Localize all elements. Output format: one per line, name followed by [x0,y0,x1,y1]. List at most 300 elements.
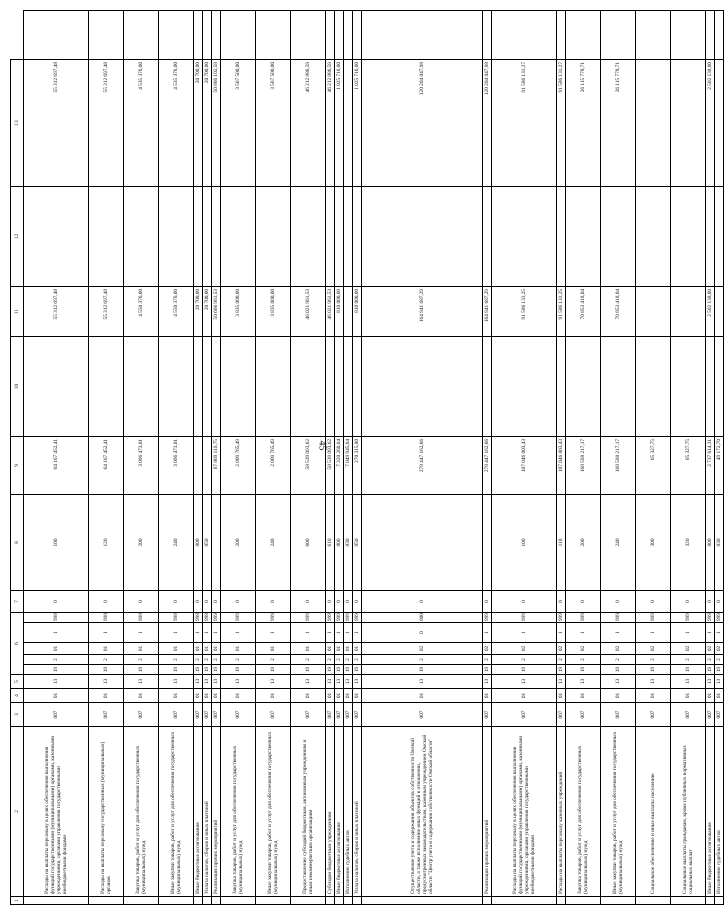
table-row [203,11,212,905]
row-grbs-code: 007 [671,703,706,727]
row-target-code-part: 0 [159,590,194,612]
col-header: 2 [11,727,24,897]
row-value-col9 [335,336,344,436]
row-target-code-part: 1 [124,623,159,643]
row-target-code-part: 0 [24,590,89,612]
row-subsection-code: 13 [557,675,566,689]
row-value-col10: 20 700,00 [203,286,212,336]
row-value-col10 [715,286,724,336]
row-value-col11 [203,186,212,286]
row-target-code-part: 2 [335,655,344,665]
row-name: Расходы на выплаты персоналу в целях обеспечения выполнения функций государственными (муниципальными) органами, казенными учреждениями, органами управления государственными внебюджетными фондами [492,727,557,897]
row-value-col11 [221,186,256,286]
row-section-code: 01 [212,689,221,703]
row-grbs-code: 007 [335,703,344,727]
row-target-code-part: 1 [24,623,89,643]
row-first-cell [353,897,362,905]
row-grbs-code: 007 [483,703,492,727]
table-row [89,11,124,905]
row-value-col11 [212,186,221,286]
row-value-col10: 810 000,00 [335,286,344,336]
row-first-cell [557,897,566,905]
row-target-code-part: 999 [345,613,351,621]
row-name: Расходы на выплаты персоналу казенных учреждений [557,727,566,897]
row-target-code-part: 2 [212,655,221,665]
row-target-code-part: 0 [344,590,353,612]
row-subsection-code: 13 [353,675,362,689]
row-value-col13 [221,11,256,60]
row-value-col13 [335,11,344,60]
row-value-col12: 1 025 716,00 [353,59,362,186]
row-target-code-part: 19 [203,665,212,675]
row-subsection-code: 13 [362,675,483,689]
table-row [715,11,724,905]
row-target-code-part: 999 [354,613,360,621]
row-value-col11 [344,186,353,286]
row-target-code-part: 999 [601,612,636,622]
row-target-code-part: 19 [221,665,256,675]
row-value-col8: 64 167 452,41 [89,436,124,494]
row-first-cell [203,897,212,905]
row-section-code: 01 [483,689,492,703]
row-name: Предоставление субсидий бюджетным, автономным учреждениям и иным некоммерческим организациям [291,727,326,897]
row-target-code-part: 02 [706,643,715,655]
row-expense-type: 800 [706,494,715,590]
row-target-code-part: 2 [326,655,335,665]
row-target-code-part: 0 [256,590,291,612]
row-first-cell [492,897,557,905]
row-value-col10 [671,286,706,336]
col-header: 12 [11,186,24,286]
col-header: 7 [11,590,24,612]
row-first-cell [566,897,601,905]
row-value-col10: 55 312 697,48 [24,286,89,336]
row-target-code-part: 1 [353,623,362,643]
row-name: Иные бюджетные ассигнования [335,727,344,897]
row-target-code-part: 02 [566,643,601,655]
table-row [344,11,353,905]
row-value-col13 [362,11,483,60]
row-name: Расходы на выплаты персоналу государственных (муниципальных) органов [89,727,124,897]
row-grbs-code: 007 [221,703,256,727]
row-target-code-part: 999 [336,613,342,621]
table-row [159,11,194,905]
row-value-col9 [256,336,291,436]
row-target-code-part: 02 [483,643,492,655]
row-subsection-code: 13 [636,675,671,689]
row-target-code-part: 999 [327,613,333,621]
row-value-col12: 3 567 500,00 [256,59,291,186]
row-value-col9 [24,336,89,436]
row-target-code-part: 0 [326,590,335,612]
row-value-col11 [483,186,492,286]
row-name: Исполнение судебных актов [344,727,353,897]
row-target-code-part: 1 [706,623,715,643]
row-target-code-part: 02 [362,643,483,655]
row-value-col10: 3 835 000,00 [256,286,291,336]
row-first-cell [24,897,89,905]
row-expense-type [362,494,483,590]
row-value-col9 [212,336,221,436]
row-value-col9 [557,336,566,436]
row-grbs-code: 007 [601,703,636,727]
row-target-code-part: 01 [159,643,194,655]
row-target-code-part: 1 [636,623,671,643]
row-value-col13 [636,11,671,60]
row-expense-type [483,494,492,590]
row-target-code-part: 01 [291,643,326,655]
row-value-col9 [221,336,256,436]
row-target-code-part: 1 [326,623,335,643]
row-target-code-part: 2 [291,655,326,665]
row-target-code-part: 19 [326,665,335,675]
table-row [483,11,492,905]
row-first-cell [159,897,194,905]
row-value-col12: 46 212 886,59 [291,59,326,186]
row-value-col8: 278 447 162,66 [362,436,483,494]
row-value-col10: 810 000,00 [353,286,362,336]
row-target-code-part: 19 [715,665,724,675]
row-value-col10: 2 502 138,00 [706,286,715,336]
row-target-code-part: 19 [557,665,566,675]
row-target-code-part: 0 [715,590,724,612]
row-target-code-part: 19 [483,665,492,675]
row-section-code: 01 [706,689,715,703]
row-name: Закупка товаров, работ и услуг для обеспечения государственных (муниципальных) нужд [221,727,256,897]
row-target-code-part: 1 [557,623,566,643]
row-target-code-part: 0 [566,590,601,612]
row-section-code: 01 [194,689,203,703]
row-value-col12: 26 115 778,71 [601,59,636,186]
row-target-code-part: 2 [715,655,724,665]
row-first-cell [124,897,159,905]
row-target-code-part: 999 [213,613,219,621]
row-target-code-part: 998 [204,613,210,621]
row-value-col9 [353,336,362,436]
table-row [326,11,335,905]
row-value-col11 [24,186,89,286]
row-value-col13 [492,11,557,60]
row-section-code: 01 [256,689,291,703]
row-value-col10: 4 550 376,00 [159,286,194,336]
row-target-code-part: 999 [484,613,490,621]
row-target-code-part: 01 [203,643,212,655]
row-grbs-code: 007 [194,703,203,727]
row-value-col13 [566,11,601,60]
row-value-col8: 278 447 162,66 [483,436,492,494]
row-value-col11 [291,186,326,286]
row-first-cell [636,897,671,905]
row-target-code-part: 19 [566,665,601,675]
col-header: 13 [11,59,24,186]
row-value-col8: 58 539 093,62 [326,436,335,494]
row-expense-type: 300 [636,494,671,590]
row-section-code: 01 [557,689,566,703]
row-value-col10: 91 586 131,25 [492,286,557,336]
table-row [492,11,557,905]
table-body [24,11,724,905]
row-target-code-part: 2 [89,655,124,665]
row-grbs-code: 007 [636,703,671,727]
row-value-col12 [344,59,353,186]
row-value-col11 [671,186,706,286]
header-row [11,11,24,905]
row-section-code: 01 [335,689,344,703]
row-grbs-code: 007 [557,703,566,727]
row-target-code-part: 19 [89,665,124,675]
row-target-code-part: 19 [256,665,291,675]
budget-table-sheet [10,10,722,905]
row-target-code-part: 19 [492,665,557,675]
row-value-col12: 91 586 131,27 [557,59,566,186]
row-name: Уплата налогов, сборов и иных платежей [353,727,362,897]
row-expense-type [212,494,221,590]
row-value-col8 [203,436,212,494]
row-grbs-code: 007 [353,703,362,727]
table-row [24,11,89,905]
row-grbs-code: 007 [291,703,326,727]
row-target-code-part: 0 [212,590,221,612]
table-row [362,11,483,905]
row-value-col10: 20 700,00 [194,286,203,336]
row-subsection-code: 13 [715,675,724,689]
row-target-code-part: 0 [492,590,557,612]
row-target-code-part: 19 [24,665,89,675]
row-target-code-part: 999 [492,612,557,622]
row-name: Иные закупки товаров, работ и услуг для обеспечения государственных (муниципальных) нужд [256,727,291,897]
row-section-code: 01 [566,689,601,703]
col-header: 4 [11,689,24,703]
row-value-col12: 46 212 886,59 [326,59,335,186]
row-subsection-code: 13 [671,675,706,689]
row-grbs-code: 007 [326,703,335,727]
row-value-col11 [601,186,636,286]
row-value-col9 [291,336,326,436]
row-target-code-part: 2 [566,655,601,665]
row-subsection-code: 13 [194,675,203,689]
row-target-code-part: 2 [492,655,557,665]
row-section-code: 01 [344,689,353,703]
row-target-code-part: 999 [707,613,713,621]
row-value-col12: 91 586 131,27 [492,59,557,186]
row-subsection-code: 13 [601,675,636,689]
row-target-code-part: 01 [24,643,89,655]
row-value-col8: 7 049 945,64 [344,436,353,494]
row-value-col11 [706,186,715,286]
row-value-col9 [203,336,212,436]
row-target-code-part: 999 [558,613,564,621]
col-header: 5 [11,675,24,689]
row-target-code-part: 2 [706,655,715,665]
row-value-col8: 3 096 473,01 [159,436,194,494]
row-value-col10: 46 021 961,53 [326,286,335,336]
row-value-col13 [344,11,353,60]
row-subsection-code: 13 [203,675,212,689]
row-first-cell [212,897,221,905]
col-header: 10 [11,336,24,436]
row-value-col8: 3 096 473,01 [124,436,159,494]
row-value-col8: 65 327,75 [636,436,671,494]
row-target-code-part: 998 [24,612,89,622]
row-value-col12: 55 312 697,48 [89,59,124,186]
row-target-code-part: 2 [203,655,212,665]
row-value-col10: 55 312 697,48 [89,286,124,336]
row-value-col9 [194,336,203,436]
row-target-code-part: 1 [671,623,706,643]
row-value-col13 [194,11,203,60]
row-value-col12: 20 700,00 [203,59,212,186]
row-value-col8: 2 737 614,31 [706,436,715,494]
row-section-code: 01 [492,689,557,703]
row-target-code-part: 1 [203,623,212,643]
row-section-code: 01 [124,689,159,703]
row-target-code-part: 0 [706,590,715,612]
row-target-code-part: 1 [335,623,344,643]
row-value-col9 [89,336,124,436]
row-value-col8: 65 327,75 [671,436,706,494]
row-target-code-part: 19 [335,665,344,675]
row-section-code: 01 [715,689,724,703]
row-name: Субсидии бюджетным учреждениям [326,727,335,897]
row-subsection-code: 13 [256,675,291,689]
row-expense-type: 800 [335,494,344,590]
row-first-cell [706,897,715,905]
row-value-col8 [194,436,203,494]
row-target-code-part: 2 [353,655,362,665]
row-subsection-code: 13 [221,675,256,689]
row-value-col10 [636,286,671,336]
row-subsection-code: 13 [24,675,89,689]
row-target-code-part: 999 [566,612,601,622]
row-target-code-part: 01 [353,643,362,655]
row-name: Закупка товаров, работ и услуг для обеспечения государственных (муниципальных) нужд [124,727,159,897]
row-target-code-part: 19 [353,665,362,675]
row-grbs-code: 007 [124,703,159,727]
row-expense-type: 240 [256,494,291,590]
row-section-code: 01 [221,689,256,703]
row-value-col12: 20 700,00 [194,59,203,186]
row-target-code-part: 999 [291,612,326,622]
row-value-col10: 70 853 418,04 [601,286,636,336]
row-expense-type: 100 [24,494,89,590]
row-grbs-code: 007 [715,703,724,727]
row-target-code-part: 2 [671,655,706,665]
row-value-col9 [566,336,601,436]
row-target-code-part: 19 [159,665,194,675]
row-value-col8: 270 315,00 [353,436,362,494]
row-target-code-part: 02 [636,643,671,655]
row-value-col11 [159,186,194,286]
row-first-cell [89,897,124,905]
row-target-code-part: 998 [159,612,194,622]
row-value-col13 [557,11,566,60]
row-target-code-part: 998 [195,613,201,621]
row-value-col13 [256,11,291,60]
table-row [601,11,636,905]
row-first-cell [715,897,724,905]
row-value-col8: 107 046 003,43 [557,436,566,494]
row-value-col13 [159,11,194,60]
row-name: Иные бюджетные ассигнования [194,727,203,897]
col-header: 6 [11,612,24,674]
row-grbs-code: 007 [203,703,212,727]
row-target-code-part: 0 [291,590,326,612]
row-subsection-code: 13 [159,675,194,689]
row-target-code-part: 01 [344,643,353,655]
row-target-code-part: 02 [492,643,557,655]
row-value-col13 [124,11,159,60]
row-target-code-part: 19 [636,665,671,675]
row-target-code-part: 1 [601,623,636,643]
row-target-code-part: 2 [601,655,636,665]
row-expense-type: 800 [194,494,203,590]
row-value-col11 [566,186,601,286]
row-target-code-part: 19 [124,665,159,675]
row-target-code-part: 01 [221,643,256,655]
row-section-code: 01 [89,689,124,703]
row-target-code-part: 0 [671,590,706,612]
row-name: Реализация прочих мероприятий [212,727,221,897]
row-value-col13 [291,11,326,60]
row-target-code-part: 01 [124,643,159,655]
col-header: 1 [11,897,24,905]
row-value-col12 [636,59,671,186]
table-row [221,11,256,905]
row-target-code-part: 2 [636,655,671,665]
row-value-col8: 168 598 217,17 [601,436,636,494]
row-target-code-part: 2 [159,655,194,665]
row-first-cell [291,897,326,905]
row-value-col12: 26 115 778,71 [566,59,601,186]
row-target-code-part: 01 [326,643,335,655]
row-value-col8: 107 046 003,43 [492,436,557,494]
row-target-code-part: 1 [212,623,221,643]
row-target-code-part: 2 [221,655,256,665]
row-value-col13 [353,11,362,60]
row-target-code-part: 1 [221,623,256,643]
row-target-code-part: 0 [362,623,483,643]
row-value-col10: 50 666 961,53 [212,286,221,336]
row-target-code-part: 998 [89,612,124,622]
row-value-col13 [671,11,706,60]
row-section-code: 01 [362,689,483,703]
row-target-code-part: 02 [671,643,706,655]
row-value-col9 [601,336,636,436]
table-row [212,11,221,905]
row-expense-type: 100 [492,494,557,590]
row-value-col12 [671,59,706,186]
row-value-col13 [483,11,492,60]
row-target-code-part: 999 [716,613,722,621]
row-subsection-code: 13 [566,675,601,689]
row-first-cell [221,897,256,905]
row-target-code-part: 2 [194,655,203,665]
row-name: Социальное обеспечение и иные выплаты населению [636,727,671,897]
row-first-cell [326,897,335,905]
row-name: Уплата налогов, сборов и иных платежей [203,727,212,897]
row-grbs-code: 007 [492,703,557,727]
table-row [566,11,601,905]
row-target-code-part: 1 [291,623,326,643]
row-value-col9 [715,336,724,436]
row-grbs-code: 007 [566,703,601,727]
budget-table [10,10,724,905]
row-expense-type: 830 [344,494,353,590]
row-target-code-part: 19 [194,665,203,675]
row-target-code-part: 0 [483,590,492,612]
row-target-code-part: 2 [362,655,483,665]
row-subsection-code: 13 [483,675,492,689]
